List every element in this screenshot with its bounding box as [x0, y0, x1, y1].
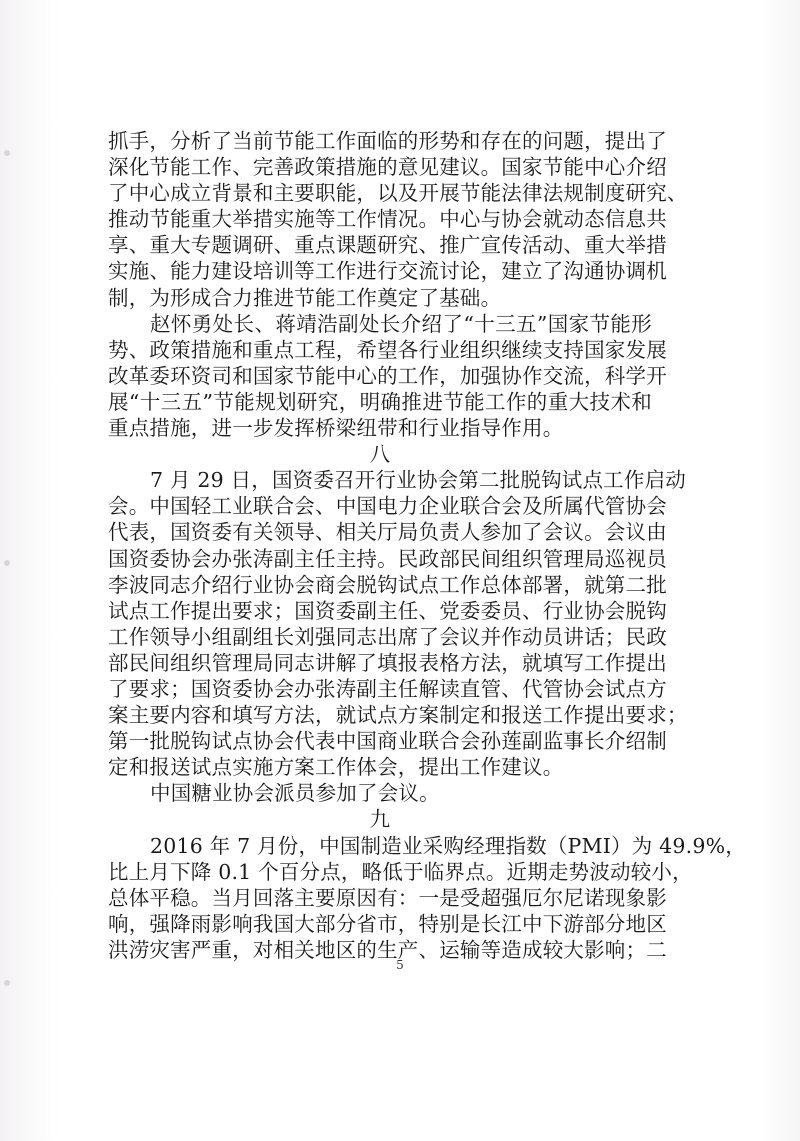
page-number: 5 — [396, 958, 404, 972]
text-line: 势、政策措施和重点工程，希望各行业组织继续支持国家发展 — [108, 337, 667, 362]
section-number: 九 — [369, 807, 391, 832]
text-line: 中国糖业协会派员参加了会议。 — [150, 781, 440, 806]
text-line: 试点工作提出要求；国资委副主任、党委委员、行业协会脱钩 — [108, 598, 667, 623]
binding-hole-mark — [4, 560, 10, 566]
text-line: 重点措施，进一步发挥桥梁纽带和行业指导作用。 — [108, 416, 564, 441]
text-line: 推动节能重大举措实施等工作情况。中心与协会就动态信息共 — [108, 207, 667, 232]
text-line: 工作领导小组副组长刘强同志出席了会议并作动员讲话；民政 — [108, 624, 667, 649]
text-line: 响，强降雨影响我国大部分省市，特别是长江中下游部分地区 — [108, 911, 667, 936]
text-line: 展“十三五”节能规划研究，明确推进节能工作的重大技术和 — [108, 389, 652, 414]
text-line: 2016 年 7 月份，中国制造业采购经理指数（PMI）为 49.9%， — [150, 833, 746, 858]
document-body — [108, 128, 746, 963]
text-line: 国资委协会办张涛副主任主持。民政部民间组织管理局巡视员 — [108, 546, 667, 571]
text-line: 总体平稳。当月回落主要原因有：一是受超强厄尔尼诺现象影 — [108, 885, 667, 910]
text-line: 定和报送试点实施方案工作体会，提出工作建议。 — [108, 755, 564, 780]
text-line: 深化节能工作、完善政策措施的意见建议。国家节能中心介绍 — [108, 155, 667, 180]
text-line: 案主要内容和填写方法，就试点方案制定和报送工作提出要求； — [108, 703, 688, 728]
text-line: 代表，国资委有关领导、相关厅局负责人参加了会议。会议由 — [108, 520, 667, 545]
text-line: 了中心成立背景和主要职能，以及开展节能法律法规制度研究、 — [108, 181, 688, 206]
text-line: 实施、能力建设培训等工作进行交流讨论，建立了沟通协调机 — [108, 259, 667, 284]
text-line: 比上月下降 0.1 个百分点，略低于临界点。近期走势波动较小， — [108, 859, 693, 884]
text-line: 7 月 29 日，国资委召开行业协会第二批脱钩试点工作启动 — [150, 468, 686, 493]
text-line: 了要求；国资委协会办张涛副主任解读直管、代管协会试点方 — [108, 676, 667, 701]
text-line: 部民间组织管理局同志讲解了填报表格方法，就填写工作提出 — [108, 650, 667, 675]
text-line: 李波同志介绍行业协会商会脱钩试点工作总体部署，就第二批 — [108, 572, 667, 597]
binding-hole-mark — [4, 150, 10, 156]
text-line: 抓手，分析了当前节能工作面临的形势和存在的问题，提出了 — [108, 129, 667, 153]
text-line: 赵怀勇处长、蒋靖浩副处长介绍了“十三五”国家节能形 — [150, 311, 652, 336]
text-line: 改革委环资司和国家节能中心的工作，加强协作交流，科学开 — [108, 363, 667, 388]
text-line: 制，为形成合力推进节能工作奠定了基础。 — [108, 285, 502, 310]
text-line: 享、重大专题调研、重点课题研究、推广宣传活动、重大举措 — [108, 233, 667, 258]
text-line: 会。中国轻工业联合会、中国电力企业联合会及所属代管协会 — [108, 494, 667, 519]
text-line: 洪涝灾害严重，对相关地区的生产、运输等造成较大影响；二 — [108, 937, 667, 962]
text-line: 第一批脱钩试点协会代表中国商业联合会孙莲副监事长介绍制 — [108, 729, 667, 754]
binding-hole-mark — [4, 980, 10, 986]
section-number: 八 — [369, 442, 391, 467]
